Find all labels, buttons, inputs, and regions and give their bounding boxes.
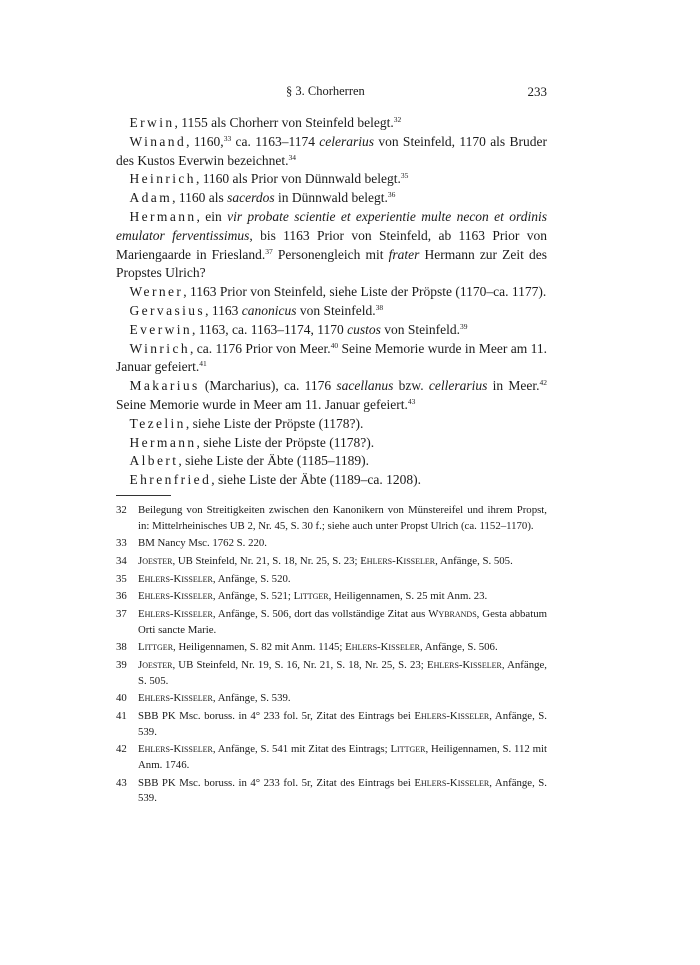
entry-name: Everwin xyxy=(129,321,193,337)
footnote-43 xyxy=(116,776,547,807)
footnote-text: Ehlers-Kisseler, Anfänge, S. 520. xyxy=(138,572,291,585)
footnote-number: 33 xyxy=(116,537,127,550)
footnote-35 xyxy=(116,572,547,588)
footnote-32 xyxy=(116,503,547,534)
footnote-text: Ehlers-Kisseler, Anfänge, S. 521; Littger, Heiligennamen, S. 25 mit Anm. 23. xyxy=(138,590,488,603)
footnote-number: 37 xyxy=(116,608,127,621)
running-title: § 3. Chorherren xyxy=(286,84,365,98)
footnote-separator xyxy=(116,495,171,496)
footnote-36 xyxy=(116,589,547,605)
entry-name: Gervasius xyxy=(129,302,206,318)
entry-gervasius: Gervasius, 1163 canonicus von Steinfeld.$^{38}$ xyxy=(129,302,384,318)
footnote-41 xyxy=(116,709,547,740)
footnote-ref: 43 xyxy=(407,396,416,406)
footnote-ref: 35 xyxy=(400,171,409,181)
entry-name: Tezelin xyxy=(129,415,186,431)
entry-erwin: Erwin, 1155 als Chorherr von Steinfeld belegt.$^{32}$ xyxy=(129,115,402,130)
entry-name: Hermann xyxy=(129,208,197,224)
footnote-number: 39 xyxy=(116,659,127,671)
entry-hermann-2: Hermann, siehe Liste der Pröpste (1178?). xyxy=(129,434,375,450)
footnote-number: 35 xyxy=(116,572,127,585)
entry-heinrich: Heinrich, 1160 als Prior von Dünnwald belegt.$^{35}$ xyxy=(129,171,409,187)
footnote-ref: 42 xyxy=(539,378,548,388)
entry-ehrenfried: Ehrenfried, siehe Liste der Äbte (1189–ca. 1208). xyxy=(129,472,422,488)
entry-adam: Adam, 1160 als sacerdos in Dünnwald belegt.$^{36}$ xyxy=(129,190,396,206)
footnote-ref: 33 xyxy=(223,133,232,143)
footnote-40 xyxy=(116,691,547,707)
footnote-text: SBB PK Msc. boruss. in 4° 233 fol. 5r, Zitat des Eintrags bei Ehlers-Kisseler, Anfänge, S. 539. xyxy=(138,709,548,738)
footnote-ref: 39 xyxy=(460,321,468,331)
footnote-text: BM Nancy Msc. 1762 S. 220. xyxy=(138,537,267,550)
entry-winand: Winand, 1160,33 ca. 1163–1174 celerarius von Steinfeld, 1170 als Bruder des Kustos Everwin bezeichnet.$^{34}$ xyxy=(116,133,548,168)
entry-tezelin: Tezelin, siehe Liste der Pröpste (1178?). xyxy=(129,415,364,431)
entry-name: Heinrich xyxy=(129,171,196,187)
entry-name: Winand xyxy=(129,133,187,149)
entry-name: Werner xyxy=(129,284,184,300)
footnote-text: Joester, UB Steinfeld, Nr. 21, S. 18, Nr. 25, S. 23; Ehlers-Kisseler, Anfänge, S. 505. xyxy=(138,554,513,567)
running-header xyxy=(0,84,700,104)
footnote-37 xyxy=(116,607,547,638)
footnote-text: Ehlers-Kisseler, Anfänge, S. 541 mit Zitat des Eintrags; Littger, Heiligennamen, S. 112 mit Anm. 1746. xyxy=(138,743,547,771)
footnote-ref: 41 xyxy=(199,359,207,369)
main-text xyxy=(116,114,547,490)
footnote-text: Beilegung von Streitigkeiten zwischen den Kanonikern von Münstereifel und ihrem Propst, in: Mittelrheinisches UB 2, Nr. 45, S. 30 f.; siehe auch unter Propst Ulrich (ca. 1152–1170). xyxy=(138,504,547,532)
entry-name: Makarius xyxy=(129,378,200,394)
footnote-ref: 34 xyxy=(288,152,296,162)
footnote-ref: 38 xyxy=(375,302,384,312)
footnotes xyxy=(116,503,547,809)
entry-albert: Albert, siehe Liste der Äbte (1185–1189). xyxy=(129,453,369,469)
entry-everwin: Everwin, 1163, ca. 1163–1174, 1170 custos von Steinfeld.$^{39}$ xyxy=(129,321,468,337)
footnote-ref: 32 xyxy=(393,115,402,124)
footnote-ref: 37 xyxy=(265,246,273,256)
footnote-number: 42 xyxy=(116,743,127,756)
footnote-34 xyxy=(116,554,547,570)
footnote-number: 32 xyxy=(116,504,127,516)
footnote-text: Joester, UB Steinfeld, Nr. 19, S. 16, Nr. 21, S. 18, Nr. 25, S. 23; Ehlers-Kisseler, Anfänge, S. 505. xyxy=(138,659,547,687)
footnote-text: Littger, Heiligennamen, S. 82 mit Anm. 1145; Ehlers-Kisseler, Anfänge, S. 506. xyxy=(138,641,498,654)
entry-makarius: Makarius (Marcharius), ca. 1176 sacellanus bzw. cellerarius in Meer.$^{42}$ Seine Memorie wurde in Meer am 11. Januar gefeiert.$^{43}$ xyxy=(116,378,548,412)
entry-hermann: Hermann, ein vir probate scientie et experientie multe necon et ordinis emulator ferventissimus, bis 1163 Prior von Steinfeld, ab 1163 Prior von Mariengaarde in Friesland.$^{37}$ Personengleich mit frater Hermann zur Zeit des Propstes Ulrich? xyxy=(116,208,548,281)
footnote-number: 40 xyxy=(116,692,127,705)
page-number: 233 xyxy=(527,84,547,99)
footnote-number: 38 xyxy=(116,641,127,654)
entry-werner: Werner, 1163 Prior von Steinfeld, siehe Liste der Pröpste (1170–ca. 1177). xyxy=(129,284,547,300)
footnote-39 xyxy=(116,658,547,689)
footnote-number: 36 xyxy=(116,590,127,603)
footnote-38 xyxy=(116,640,547,656)
entry-name: Winrich xyxy=(129,340,190,356)
entry-name: Erwin xyxy=(129,115,175,130)
footnote-number: 41 xyxy=(116,709,127,722)
entry-name: Adam xyxy=(129,190,173,206)
entry-name: Albert xyxy=(129,453,179,469)
entry-name: Hermann xyxy=(129,434,197,450)
footnote-33 xyxy=(116,536,547,552)
footnote-text: SBB PK Msc. boruss. in 4° 233 fol. 5r, Zitat des Eintrags bei Ehlers-Kisseler, Anfänge, S. 539. xyxy=(138,776,548,805)
entry-name: Ehrenfried xyxy=(129,472,212,488)
footnote-text: Ehlers-Kisseler, Anfänge, S. 539. xyxy=(138,692,291,705)
entry-winrich: Winrich, ca. 1176 Prior von Meer.$^{40}$ Seine Memorie wurde in Meer am 11. Januar gefeiert.$^{41}$ xyxy=(116,340,547,375)
footnote-text: Ehlers-Kisseler, Anfänge, S. 506, dort das vollständige Zitat aus Wybrands, Gesta abbatum Orti sancte Marie. xyxy=(138,608,547,636)
footnote-42 xyxy=(116,742,547,773)
footnote-number: 34 xyxy=(116,554,127,567)
footnote-ref: 40 xyxy=(330,340,339,350)
footnote-number: 43 xyxy=(116,776,127,789)
footnote-ref: 36 xyxy=(387,190,396,200)
